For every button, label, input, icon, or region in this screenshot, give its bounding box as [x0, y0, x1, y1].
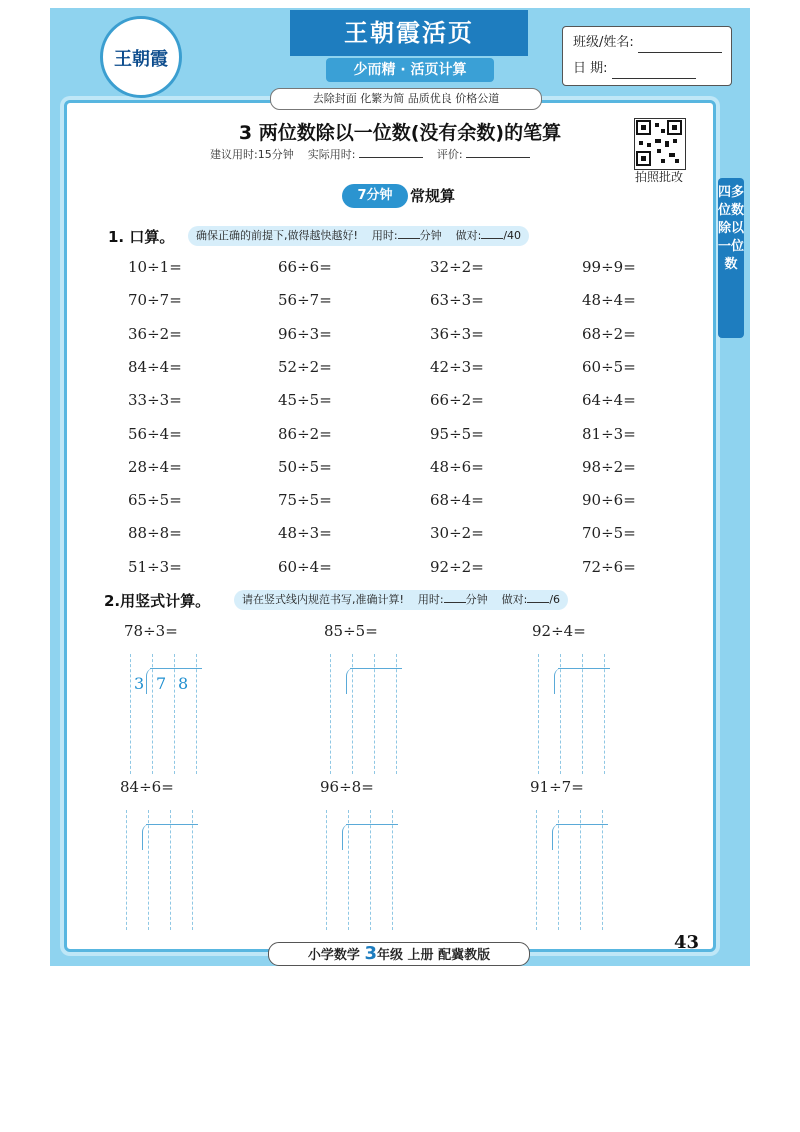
oral-calc-problem: 45÷5= [278, 391, 332, 410]
q2-total: /6 [549, 593, 561, 606]
date-field[interactable] [612, 64, 696, 79]
division-bar [558, 668, 610, 669]
division-bracket [142, 824, 151, 850]
division-bar [556, 824, 608, 825]
oral-calc-problem: 92÷2= [430, 557, 484, 576]
example-digit: 8 [178, 674, 189, 693]
q1-heading: 1. 口算。 [108, 228, 175, 246]
oral-calc-problem: 52÷2= [278, 357, 332, 376]
q1-time-unit: 分钟 [419, 229, 442, 242]
oral-calc-problem: 32÷2= [430, 258, 484, 276]
oral-calc-problem: 86÷2= [278, 424, 332, 443]
division-work-area[interactable] [538, 654, 618, 774]
division-bracket [342, 824, 351, 850]
example-digit: 7 [156, 674, 167, 693]
lesson-meta [210, 146, 630, 162]
date-label: 日 期: [573, 61, 608, 76]
column-guide-line [196, 654, 197, 774]
oral-calc-problem: 64÷4= [582, 391, 636, 410]
oral-calc-problem: 51÷3= [128, 557, 182, 576]
q2-done-label: 做对: [501, 593, 528, 606]
division-bar [346, 824, 398, 825]
oral-calc-problem: 98÷2= [582, 457, 636, 476]
q1-done-label: 做对: [455, 229, 482, 242]
oral-calc-problem: 65÷5= [128, 491, 182, 510]
logo-text: 王朝霞 [114, 49, 168, 70]
unit-side-tab: 四多位数除以一位数 [718, 178, 744, 338]
q2-time-unit: 分钟 [465, 593, 488, 606]
division-bracket [346, 668, 355, 694]
division-bracket [552, 824, 561, 850]
division-bracket [554, 668, 563, 694]
footer-grade-number: 3 [364, 943, 377, 964]
column-guide-line [192, 810, 193, 930]
column-guide-line [602, 810, 603, 930]
column-guide-line [582, 654, 583, 774]
oral-calc-problem: 60÷5= [582, 357, 636, 376]
column-guide-line [330, 654, 331, 774]
example-digit: 3 [134, 674, 145, 693]
q1-total: /40 [503, 229, 522, 242]
q1-note-text: 确保正确的前提下,做得越快越好! [196, 229, 358, 242]
column-guide-line [604, 654, 605, 774]
oral-calc-problem: 10÷1= [128, 258, 182, 276]
class-name-field[interactable] [638, 38, 722, 53]
column-guide-line [536, 810, 537, 930]
brand-subtitle: 少而精 · 活页计算 [326, 58, 494, 82]
division-bar [146, 824, 198, 825]
oral-calc-problem: 42÷3= [430, 357, 484, 376]
oral-calc-problem: 30÷2= [430, 524, 484, 543]
q1-note [188, 226, 529, 246]
oral-calc-problem: 60÷4= [278, 557, 332, 576]
q1-done-field[interactable] [481, 228, 503, 239]
oral-calc-problem: 84÷4= [128, 357, 182, 376]
column-guide-line [126, 810, 127, 930]
division-work-area[interactable] [330, 654, 410, 774]
section-time: 7分钟 [342, 184, 408, 208]
footer-volume: 上册 [407, 948, 434, 963]
column-guide-line [130, 654, 131, 774]
qr-code[interactable] [634, 118, 686, 170]
oral-calc-problem: 63÷3= [430, 291, 484, 310]
footer-badge [268, 942, 530, 966]
division-work-area[interactable] [536, 810, 616, 930]
oral-calc-problem: 72÷6= [582, 557, 636, 576]
oral-calc-problem: 28÷4= [128, 457, 182, 476]
long-division-problem: 92÷4= [532, 622, 586, 640]
column-guide-line [370, 810, 371, 930]
qr-code-icon [635, 119, 683, 167]
actual-time-field[interactable] [359, 147, 423, 158]
column-guide-line [538, 654, 539, 774]
q2-note-text: 请在竖式线内规范书写,准确计算! [242, 593, 404, 606]
page-number: 43 [674, 932, 700, 953]
long-division-problem: 96÷8= [320, 778, 374, 796]
division-bar [150, 668, 202, 669]
column-guide-line [170, 810, 171, 930]
column-guide-line [396, 654, 397, 774]
q1-time-field[interactable] [398, 228, 420, 239]
oral-calc-problem: 48÷4= [582, 291, 636, 310]
qr-label: 拍照批改 [634, 170, 683, 184]
oral-calc-problem: 88÷8= [128, 524, 182, 543]
long-division-problem: 84÷6= [120, 778, 174, 796]
oral-calc-problem: 95÷5= [430, 424, 484, 443]
section-tag [330, 184, 480, 208]
oral-calc-problem: 81÷3= [582, 424, 636, 443]
brand-banner [290, 10, 528, 56]
division-work-area[interactable] [126, 810, 206, 930]
column-guide-line [174, 654, 175, 774]
oral-calc-problem: 70÷7= [128, 291, 182, 310]
division-work-area[interactable] [130, 654, 210, 774]
column-guide-line [374, 654, 375, 774]
oral-calc-problem: 50÷5= [278, 457, 332, 476]
column-guide-line [326, 810, 327, 930]
footer-grade-label: 年级 [376, 948, 403, 963]
oral-calc-problem: 56÷7= [278, 291, 332, 310]
evaluation-field[interactable] [466, 147, 530, 158]
q2-done-field[interactable] [527, 592, 549, 603]
oral-calc-problem: 48÷6= [430, 457, 484, 476]
slogan: 去除封面 化繁为简 品质优良 价格公道 [270, 88, 542, 110]
division-work-area[interactable] [326, 810, 406, 930]
brand-logo [100, 16, 182, 98]
oral-calc-problem: 48÷3= [278, 524, 332, 543]
oral-calc-problem: 75÷5= [278, 491, 332, 510]
oral-calc-problem: 66÷2= [430, 391, 484, 410]
division-bar [350, 668, 402, 669]
q2-time-field[interactable] [444, 592, 466, 603]
oral-calc-problem: 90÷6= [582, 491, 636, 510]
class-name-label: 班级/姓名: [573, 35, 634, 50]
evaluation-label: 评价: [436, 148, 463, 161]
oral-calc-problem: 36÷3= [430, 324, 484, 343]
brand-title: 王朝霞活页 [344, 19, 474, 47]
oral-calc-problem: 66÷6= [278, 258, 332, 276]
q2-time-label: 用时: [417, 593, 444, 606]
division-bracket [146, 668, 155, 694]
q1-time-label: 用时: [371, 229, 398, 242]
student-info-box [562, 26, 732, 86]
long-division-problem: 85÷5= [324, 622, 378, 640]
suggested-time: 建议用时:15分钟 [210, 148, 294, 161]
oral-calc-problem: 99÷9= [582, 258, 636, 276]
column-guide-line [392, 810, 393, 930]
oral-calc-problem: 33÷3= [128, 391, 182, 410]
oral-calc-problem: 68÷2= [582, 324, 636, 343]
actual-time-label: 实际用时: [307, 148, 356, 161]
q2-heading: 2.用竖式计算。 [104, 592, 211, 610]
oral-calc-problem: 68÷4= [430, 491, 484, 510]
q2-note [234, 590, 568, 610]
oral-calc-problem: 96÷3= [278, 324, 332, 343]
section-name: 常规算 [410, 187, 456, 205]
footer-edition: 配冀教版 [438, 948, 491, 963]
long-division-problem: 78÷3= [124, 622, 178, 640]
oral-calc-problem: 36÷2= [128, 324, 182, 343]
footer-subject: 小学数学 [307, 948, 360, 963]
oral-calc-problem: 70÷5= [582, 524, 636, 543]
oral-calc-problem: 56÷4= [128, 424, 182, 443]
column-guide-line [580, 810, 581, 930]
lesson-title: 3 两位数除以一位数(没有余数)的笔算 [238, 122, 562, 144]
long-division-problem: 91÷7= [530, 778, 584, 796]
